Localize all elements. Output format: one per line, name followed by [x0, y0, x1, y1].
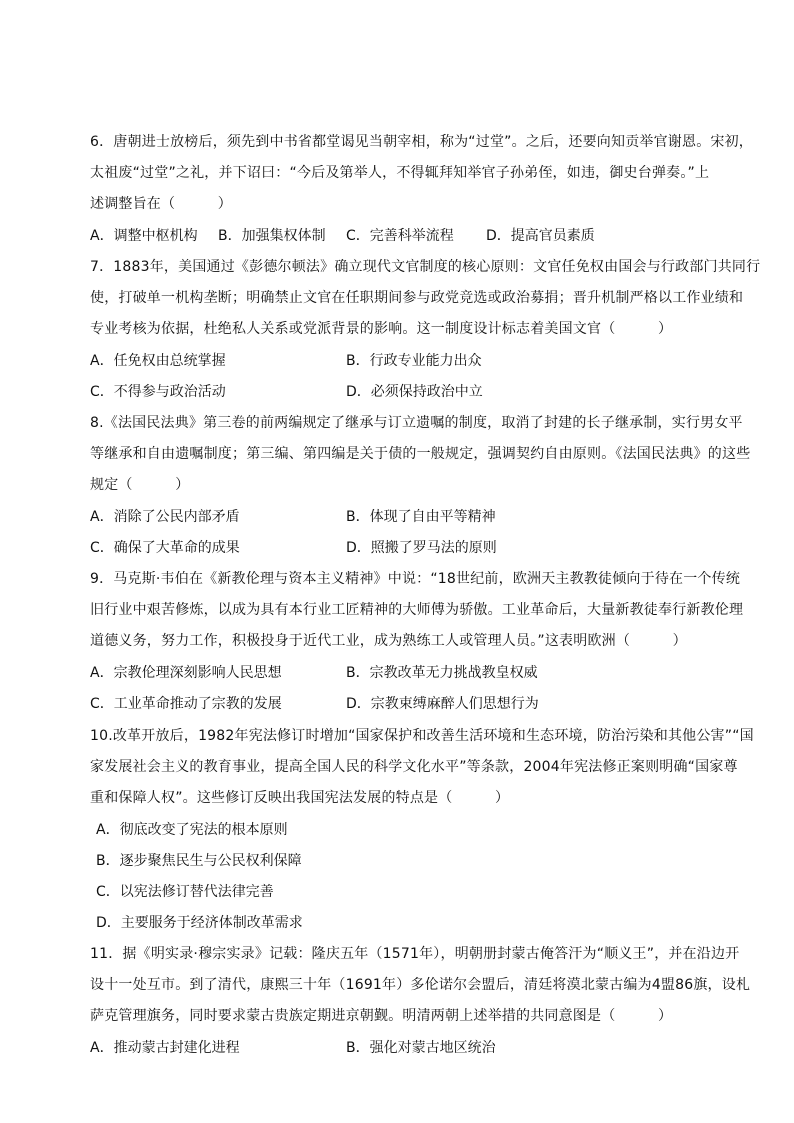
- question-9-line-1: 9．马克斯·韦伯在《新教伦理与资本主义精神》中说：“18世纪前，欧洲天主教教徒倾向于待在一个传统: [90, 571, 741, 587]
- question-6-option-d[interactable]: D．提高官员素质: [486, 228, 595, 244]
- question-9-option-c[interactable]: C．工业革命推动了宗教的发展: [90, 696, 282, 712]
- question-11-line-2: 设十一处互市。到了清代，康熙三十年（1691年）多伦诺尔会盟后，清廷将漠北蒙古编为4盟86旗，设札: [90, 977, 751, 993]
- question-6-option-b[interactable]: B．加强集权体制: [218, 228, 326, 244]
- question-7-line-2: 使，打破单一机构垄断；明确禁止文官在任职期间参与政党竞选或政治募捐；晋升机制严格以工作业绩和: [90, 290, 744, 306]
- question-7-option-c[interactable]: C．不得参与政治活动: [90, 384, 226, 400]
- question-10-line-1: 10.改革开放后，1982年宪法修订时增加“国家保护和改善生活环境和生态环境，防治污染和其他公害”“国: [90, 728, 754, 744]
- question-6-line-3: 述调整旨在（ ）: [90, 196, 232, 212]
- question-11-line-1: 11．据《明实录·穆宗实录》记载：隆庆五年（1571年），明朝册封蒙古俺答汗为“顺义王”，并在沿边开: [90, 946, 740, 962]
- question-8-option-b[interactable]: B．体现了自由平等精神: [346, 509, 496, 525]
- question-8-line-3: 规定（ ）: [90, 477, 190, 493]
- question-8-option-c[interactable]: C．确保了大革命的成果: [90, 540, 240, 556]
- question-10-option-c[interactable]: C．以宪法修订替代法律完善: [96, 884, 274, 900]
- question-11-option-b[interactable]: B．强化对蒙古地区统治: [346, 1040, 496, 1056]
- question-9-line-3: 道德义务，努力工作，积极投身于近代工业，成为熟练工人或管理人员。”这表明欧洲（ ）: [90, 633, 687, 649]
- question-10-option-b[interactable]: B．逐步聚焦民生与公民权利保障: [96, 853, 302, 869]
- question-7-line-3: 专业考核为依据，杜绝私人关系或党派背景的影响。这一制度设计标志着美国文官（ ）: [90, 321, 673, 337]
- question-7-line-1: 7．1883年，美国通过《彭德尔顿法》确立现代文官制度的核心原则：文官任免权由国会与行政部门共同行: [90, 259, 761, 275]
- question-6-option-a[interactable]: A．调整中枢机构: [90, 228, 198, 244]
- question-8-option-d[interactable]: D．照搬了罗马法的原则: [346, 540, 497, 556]
- question-8-line-2: 等继承和自由遗嘱制度；第三编、第四编是关于债的一般规定，强调契约自由原则。《法国民法典》的这些: [90, 446, 751, 462]
- question-6-option-c[interactable]: C．完善科举流程: [346, 228, 454, 244]
- question-10-line-3: 重和保障人权”。这些修订反映出我国宪法发展的特点是（ ）: [90, 790, 510, 806]
- question-8-line-1: 8.《法国民法典》第三卷的前两编规定了继承与订立遗嘱的制度，取消了封建的长子继承制，实行男女平: [90, 415, 743, 431]
- question-10-option-a[interactable]: A．彻底改变了宪法的根本原则: [96, 822, 288, 838]
- question-9-line-2: 旧行业中艰苦修炼，以成为具有本行业工匠精神的大师傅为骄傲。工业革命后，大量新教徒奉行新教伦理: [90, 602, 744, 618]
- question-9-option-d[interactable]: D．宗教束缚麻醉人们思想行为: [346, 696, 539, 712]
- question-6-line-1: 6．唐朝进士放榜后，须先到中书省都堂谒见当朝宰相，称为“过堂”。之后，还要向知贡举官谢恩。宋初，: [90, 134, 754, 150]
- question-6-line-2: 太祖废“过堂”之礼，并下诏曰：“今后及第举人，不得辄拜知举官子孙弟侄，如违，御史台弹奏。”上: [90, 165, 710, 181]
- question-7-option-b[interactable]: B．行政专业能力出众: [346, 353, 482, 369]
- question-7-option-d[interactable]: D．必须保持政治中立: [346, 384, 483, 400]
- question-7-option-a[interactable]: A．任免权由总统掌握: [90, 353, 226, 369]
- question-8-option-a[interactable]: A．消除了公民内部矛盾: [90, 509, 240, 525]
- question-9-option-b[interactable]: B．宗教改革无力挑战教皇权威: [346, 665, 538, 681]
- question-11-line-3: 萨克管理旗务，同时要求蒙古贵族定期进京朝觐。明清两朝上述举措的共同意图是（ ）: [90, 1008, 673, 1024]
- question-10-line-2: 家发展社会主义的教育事业，提高全国人民的科学文化水平”等条款，2004年宪法修正案则明确“国家尊: [90, 759, 738, 775]
- question-10-option-d[interactable]: D．主要服务于经济体制改革需求: [96, 915, 303, 931]
- question-9-option-a[interactable]: A．宗教伦理深刻影响人民思想: [90, 665, 282, 681]
- question-11-option-a[interactable]: A．推动蒙古封建化进程: [90, 1040, 240, 1056]
